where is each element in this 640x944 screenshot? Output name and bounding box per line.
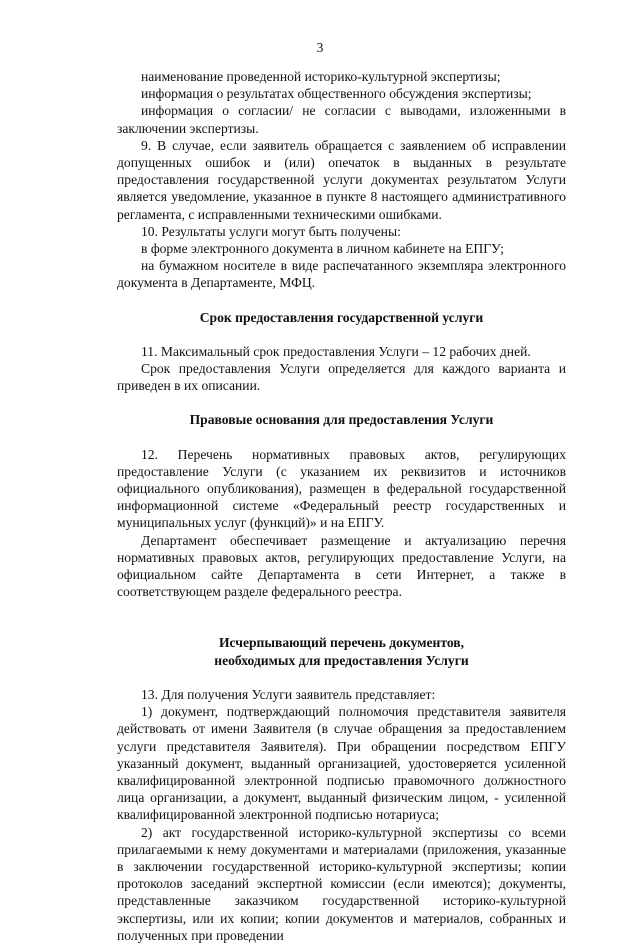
section-heading-line-2: необходимых для предоставления Услуги <box>214 652 469 668</box>
paragraph: информация о согласии/ не согласии с выводами, изложенными в заключении экспертизы. <box>117 103 566 136</box>
paragraph: 12. Перечень нормативных правовых актов, регулирующих предоставление Услуги (с указанием их реквизитов и источников официального опубликования), размещен в федеральной государственной информационной системе «Федеральный реестр государственных и муниципальных услуг (функций)» и на ЕПГУ. <box>117 446 566 531</box>
page-number: 3 <box>316 40 324 55</box>
section-heading: Правовые основания для предоставления Услуги <box>189 412 494 428</box>
paragraph: 10. Результаты услуги могут быть получены: <box>141 223 401 239</box>
paragraph: наименование проведенной историко-культурной экспертизы; <box>141 69 501 84</box>
paragraph: в форме электронного документа в личном кабинете на ЕПГУ; <box>141 241 504 257</box>
paragraph: на бумажном носителе в виде распечатанного экземпляра электронного документа в Департаменте, МФЦ. <box>117 258 566 291</box>
section-heading-line-1: Исчерпывающий перечень документов, <box>218 635 465 651</box>
paragraph: Департамент обеспечивает размещение и актуализацию перечня нормативных правовых актов, регулирующих предоставление Услуги, на официальном сайте Департамента в сети Интернет, а также в соответствующем разделе федерального реестра. <box>117 532 566 600</box>
document-body <box>117 68 566 944</box>
paragraph: 9. В случае, если заявитель обращается с заявлением об исправлении допущенных ошибок и (или) опечаток в выданных в результате предоставления государственной услуги документах результатом Услуги является уведомление, указанное в пункте 8 настоящего административного регламента, с исправленными техническими ошибками. <box>117 137 566 222</box>
section-heading: Срок предоставления государственной услуги <box>199 309 484 325</box>
paragraph: 11. Максимальный срок предоставления Услуги – 12 рабочих дней. <box>141 343 531 359</box>
paragraph: информация о результатах общественного обсуждения экспертизы; <box>141 86 532 102</box>
paragraph: 13. Для получения Услуги заявитель представляет: <box>141 686 436 702</box>
paragraph: 2) акт государственной историко-культурной экспертизы со всеми прилагаемыми к нему документами и материалами (приложения, указанные в заключении государственной историко-культурной экспертизы; копии протоколов заседаний экспертной комиссии (если имеются); документы, представленные заказчиком государственной историко-культурной экспертизы, или их копии; копии документов и материалов, собранных и полученных при проведении <box>117 824 566 943</box>
paragraph: 1) документ, подтверждающий полномочия представителя заявителя действовать от имени Заявителя (в случае обращения за предоставлением услуги представителя Заявителя). При обращении посредством ЕПГУ указанный документ, выданный организацией, удостоверяется усиленной квалифицированной электронной подписью правомочного должностного лица организации, а документ, выданный физическим лицом, - усиленной квалифицированной электронной подписью нотариуса; <box>117 704 566 823</box>
paragraph: Срок предоставления Услуги определяется для каждого варианта и приведен в их описании. <box>117 361 566 394</box>
